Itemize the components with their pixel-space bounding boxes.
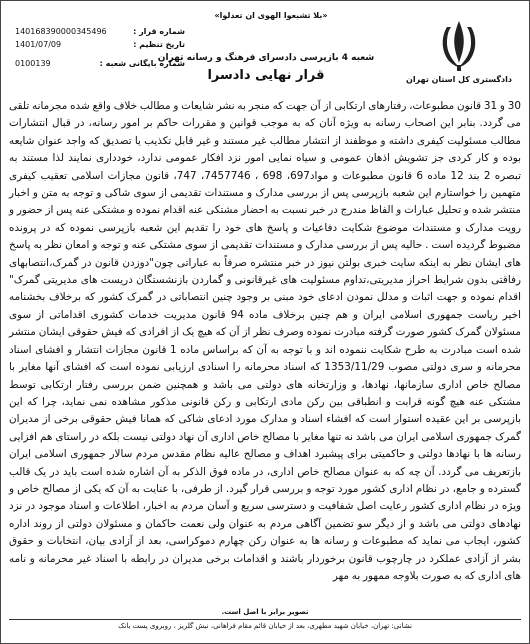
ruling-number-value: 140168390000345496 bbox=[15, 27, 107, 36]
bismillah-verse: «بلا تشبعوا الهوى ان تعدلوا» bbox=[214, 11, 328, 20]
document-meta bbox=[15, 25, 185, 70]
archive-number-value: 0100139 bbox=[15, 59, 51, 68]
issue-date-row bbox=[15, 38, 185, 51]
footer-divider bbox=[9, 619, 521, 620]
certified-copy-note: تصویر برابر با اصل است. bbox=[221, 608, 309, 616]
issue-date-label: تاریخ تنظیم : bbox=[133, 40, 185, 49]
archive-number-label: شماره بایگانی شعبه : bbox=[99, 59, 185, 68]
ruling-body-text: 30 و 31 قانون مطبوعات، رفتارهای ارتکابی از آن جهت که منجر به نشر شایعات و مطالب خلاف واقع شده مجرمانه تلقی می گردد. بنابر این اصحاب رسانه به ویژه آنان که به موجب قوانین و مقررات حاکم بر امور رسانه، در قبال انتشارات مطالب مسئولیت کیفری داشته و موظفند از انتشار مطالب غیر مستند و غیر قابل تکذیب یا تصدیق که واجد عنوان شایعه بوده و کار کردی جز تشویش اذهان عمومی و سیاه نمایی امور نزد افکار عمومی ندارد، خودداری نمایند لذا مستند به تبصره 2 بند 12 ماده 6 قانون مطبوعات و مواد697، 698 ، 7457746، 747، قانون مجازات اسلامی تعقیب کیفری متهمین را خواستارم این شعبه بازپرسی پس از بررسی مدارک و مستندات تقدیمی از سوی شاکی و توجه به متن و اخبار منتشر شده و تحلیل عبارات و الفاظ مندرج در خبر نسبت به احضار مشتکی عنه اقدام نموده و مشتکی عنه پس از حضور و رویت مدارک و مستندات موضوع شکایت دفاعیات و پاسخ های خود را تقدیم این شعبه بازپرسی نموده که در پرونده مضبوط گردیده است . حالیه پس از بررسی مدارک و مستندات تقدیمی از سوی مشتکی عنه و توجه و امعان نظر به پاسخ های ایشان نظر به اینکه سایت خبری بولتن نیوز در خبر منتشره صرفاً به عباراتی چون"دوزدن قانون در گمرک،انتصابهای رفاقتی بدون شرایط احراز مدیریتی،تداوم مسئولیت های غیرقانونی و گماردن بازنشستگان دریست های مدیریتی گمرک" اقدام نموده و جهت اثبات و مدلل نمودن ادعای خود مبنی بر وجود چنین انتصاباتی در گمرک کشور که برخلاف بخشنامه اخیر ریاست جمهوری اسلامی ایران و هم چنین برخلاف ماده 94 قانون مدیریت خدمات کشوری اقداماتی از سوی مسئولان گمرک کشور صورت گرفته مبادرت نموده وصرف نظر از آن که هیچ یک از افرادی که فیش حقوقی ایشان منتشر شده است مبادرت به طرح شکایت ننموده اند و با توجه به آن که براساس ماده 1 قانون مجازات انتشار و افشای اسناد محرمانه و سری دولتی مصوب 1353/11/29 که اسناد محرمانه را اسنادی ارزیابی نموده است که افشای آنها مغایر با مصالح خاص اداری سازمانها، نهادها، و وزارتخانه های دولتی می باشد و همچنین ضمن بررسی رفتار ارتکابی توسط مشتکی عنه هیچ گونه قرابت و انطباقی بین رکن مادی ارتکابی و رکن قانونی مذکور مشاهده نمی نماید، چرا که این بازپرسی بر این عقیده استوار است که افشاء اسناد و مدارک مورد ادعای شاکی که همانا فیش حقوقی برخی از مدیران گمرک جمهوری اسلامی ایران می باشد نه تنها مغایر با مصالح خاص اداری آن نهاد دولتی نیست بلکه در راستای هم افزایی رسانه ها با نهادها دولتی و حاکمیتی برای پیشبرد اهداف و مصالح عالیه نظام مقدس مردم سالار جمهوری اسلامی ایران بازتعریف می گردد. آن چه که به عنوان مصالح خاص اداری، در ماده فوق الذکر به آن اشاره شده است باید در یک قالب گسترده و جامع، در نظام اداری کشور مورد توجه و بررسی قرار گیرد. از طرفی، با عنایت به آن که یکی از مصالح خاص و ویژه در نظام اداری کشور رعایت اصل شفافیت و دسترسی سریع و آسان مردم به اخبار، اطلاعات و اسناد موجود در نزد نهادهای دولتی می باشد و از دیگر سو تضمین آگاهی مردم به عنوان ولی نعمت حاکمان و مسئولان دولتی از روند اداره کشور، ایجاب می نماید که مطبوعات و رسانه ها به عنوان رکن چهارم دموکراسی، بعد از آزادی بیان، انتخابات و حقوق بشر از آزادی عملکرد در چارچوب قانون برخوردار باشند و اقدامات برخی مدیران در رابطه با اسناد غیر محرمانه و نامه های اداری که به صورت بلاوجه ممهور به مهر bbox=[9, 100, 521, 582]
court-address: نشانی: تهران، خیابان شهید مطهری، بعد از خیابان قائم مقام فراهانی، نبش گلریز ، روبروی پست بانک bbox=[118, 622, 412, 630]
ruling-title: قرار نهایی دادسرا bbox=[207, 68, 325, 83]
iran-emblem-icon bbox=[429, 15, 489, 75]
ruling-number-row bbox=[15, 25, 185, 38]
ruling-number-label: شماره قرار : bbox=[133, 27, 185, 36]
court-name: دادگستری کل استان تهران bbox=[405, 75, 512, 84]
branch-name: شعبه 4 بازپرسی دادسرای فرهنگ و رسانه تهران bbox=[157, 53, 375, 63]
document-footer bbox=[9, 607, 521, 632]
issue-date-value: 1401/07/09 bbox=[15, 40, 62, 49]
